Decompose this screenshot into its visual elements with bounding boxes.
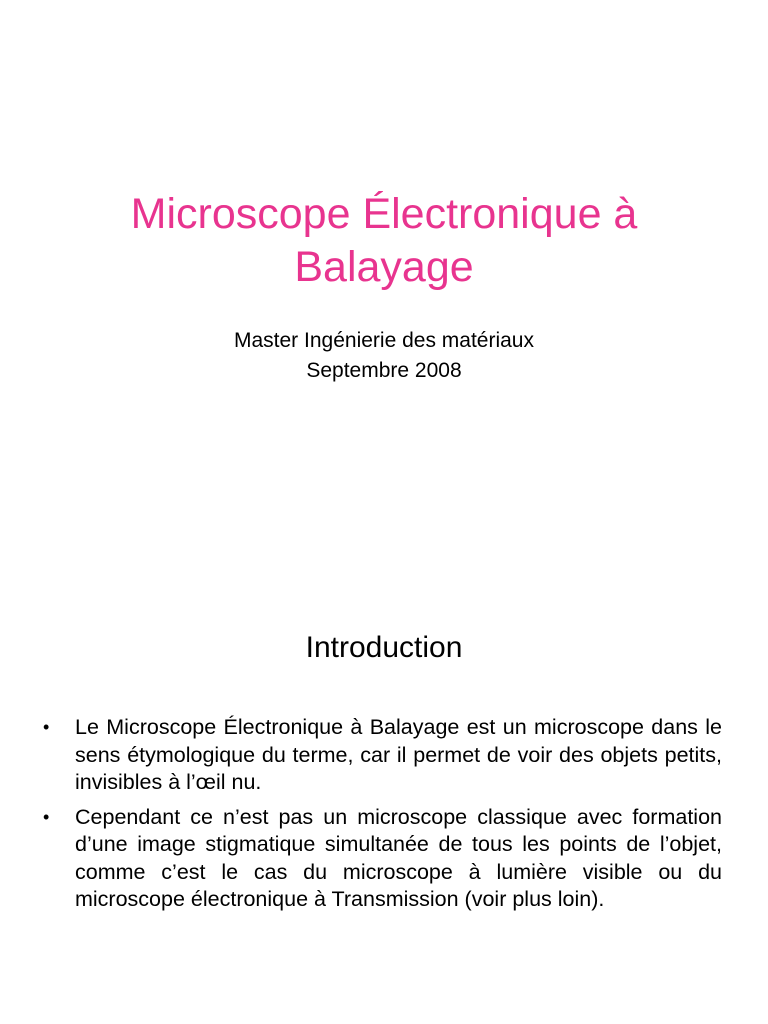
slide-title: Microscope Électronique à Balayage <box>130 190 638 291</box>
subtitle-date: Septembre 2008 <box>306 359 462 382</box>
section-heading: Introduction <box>305 631 463 664</box>
subtitle-program: Master Ingénierie des matériaux <box>234 329 534 352</box>
bullet-item <box>40 714 722 797</box>
bullet-dot-icon: • <box>43 806 50 827</box>
bullet-dot-icon: • <box>43 717 50 737</box>
slide-subtitle <box>40 326 728 386</box>
bullet-text: Le Microscope Électronique à Balayage est un microscope dans le sens étymologique du terme, car il permet de voir des objets petits, invisibles à l’œil nu. <box>75 715 722 794</box>
bullet-list <box>40 714 722 921</box>
bullet-text: Cependant ce n’est pas un microscope classique avec formation d’une image stigmatique simultanée de tous les points de l’objet, comme c’est le cas du microscope à lumière visible ou du microscope électronique à Transmission (voir plus loin). <box>75 804 722 911</box>
bullet-item <box>40 804 722 914</box>
